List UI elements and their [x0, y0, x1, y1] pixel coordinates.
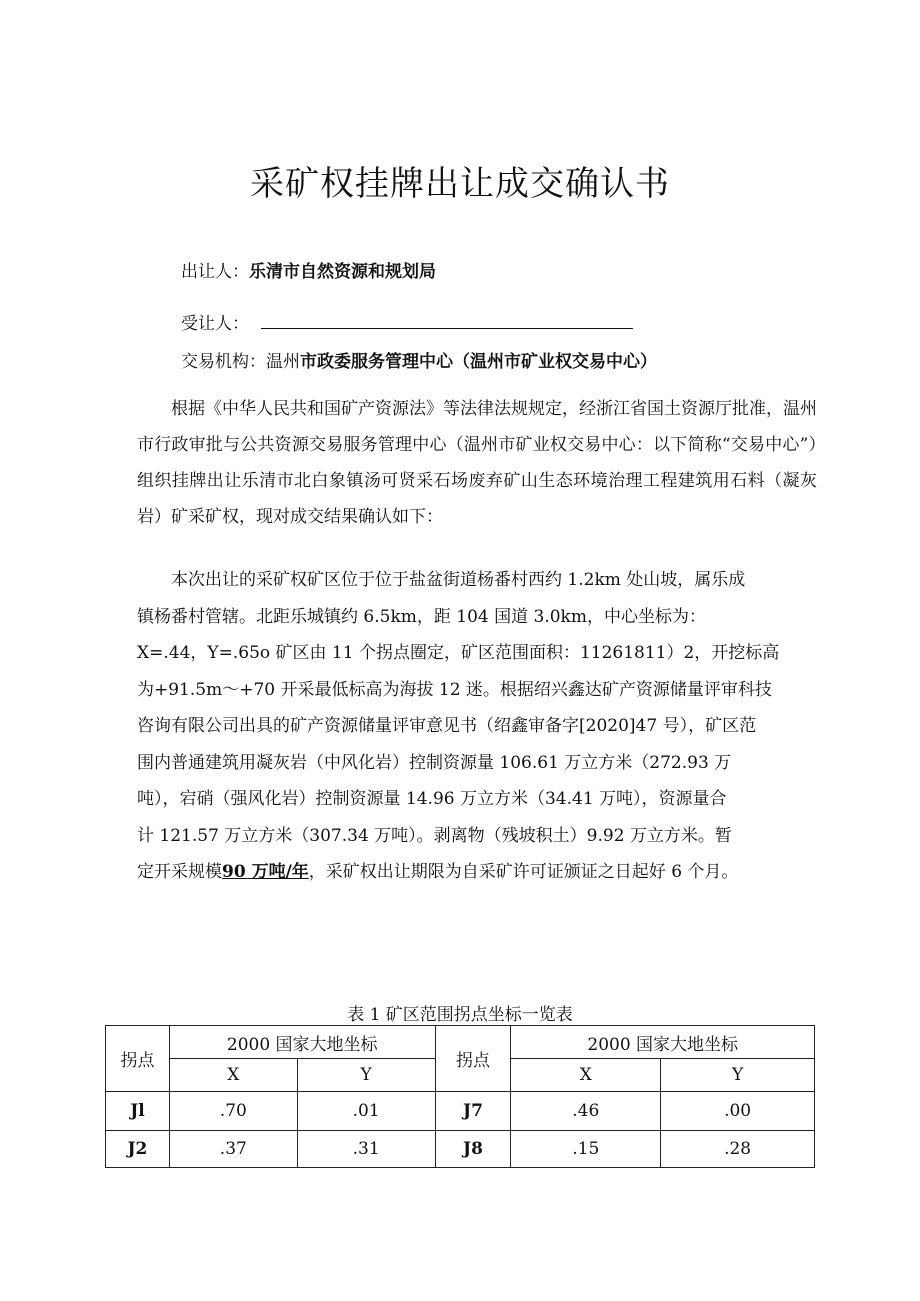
detail-line: 吨），宕硝（强风化岩）控制资源量 14.96 万立方米（34.41 万吨），资源量合: [137, 789, 727, 809]
header-y: Y: [297, 1059, 435, 1092]
header-point: 拐点: [106, 1026, 170, 1092]
table-caption: 表 1 矿区范围拐点坐标一览表: [347, 1005, 573, 1025]
coord-y: .01: [297, 1092, 435, 1131]
coord-y: .00: [661, 1092, 815, 1131]
last-prefix: 定开采规模: [137, 862, 222, 882]
detail-line: 咨询有限公司出具的矿产资源储量评审意见书（绍鑫审备字[2020]47 号），矿区范: [137, 716, 757, 736]
transferor-line: [181, 257, 436, 282]
coord-y: .28: [661, 1131, 815, 1168]
header-x: X: [511, 1059, 661, 1092]
paragraph-details: [137, 562, 817, 891]
detail-line: 为+91.5m～+70 开采最低标高为海拔 12 迷。根据绍兴鑫达矿产资源储量评审科技: [137, 679, 772, 700]
point-id: J2: [106, 1131, 170, 1168]
detail-line: 镇杨番村管辖。北距乐城镇约 6.5km，距 104 国道 3.0km，中心坐标为：: [137, 606, 706, 627]
header-system: 2000 国家大地坐标: [511, 1026, 815, 1059]
detail-line: 围内普通建筑用凝灰岩（中风化岩）控制资源量 106.61 万立方米（272.93 万: [137, 752, 732, 773]
document-title: 采矿权挂牌出让成交确认书: [250, 164, 670, 204]
transferee-label: 受让人：: [181, 314, 249, 334]
point-id: Jl: [106, 1092, 170, 1131]
coord-x: .15: [511, 1131, 661, 1168]
point-id: J8: [435, 1131, 511, 1168]
agency-label: 交易机构：温州: [181, 352, 300, 372]
table-row: [106, 1131, 815, 1168]
mining-scale: 90 万吨/年: [222, 862, 309, 882]
transferee-blank: [261, 314, 633, 329]
transferor-value: 乐清市自然资源和规划局: [249, 262, 436, 282]
coord-y: .31: [297, 1131, 435, 1168]
detail-line-last: [137, 854, 817, 891]
table-row: [106, 1092, 815, 1131]
transferee-line: [181, 309, 633, 334]
coordinate-table: [105, 1025, 815, 1168]
coord-x: .46: [511, 1092, 661, 1131]
table-header-row: [106, 1026, 815, 1059]
detail-line: X=.44，Y=.65o 矿区由 11 个拐点圈定，矿区范围面积：11261811）2，开挖标高: [137, 643, 780, 663]
last-suffix: ，采矿权出让期限为自采矿许可证颁证之日起好 6 个月。: [308, 862, 739, 882]
header-y: Y: [661, 1059, 815, 1092]
coord-x: .37: [169, 1131, 297, 1168]
agency-line: [181, 347, 657, 372]
coord-x: .70: [169, 1092, 297, 1131]
point-id: J7: [435, 1092, 511, 1131]
header-x: X: [169, 1059, 297, 1092]
paragraph-basis: 根据《中华人民共和国矿产资源法》等法律法规规定，经浙江省国土资源厅批准，温州市行政审批与公共资源交易服务管理中心（温州市矿业权交易中心：以下简称“交易中心”）组织挂牌出让乐清市北白象镇汤可贤采石场废弃矿山生态环境治理工程建筑用石料（凝灰岩）矿采矿权，现对成交结果确认如下：: [137, 399, 817, 527]
header-system: 2000 国家大地坐标: [169, 1026, 435, 1059]
header-point: 拐点: [435, 1026, 511, 1092]
transferor-label: 出让人：: [181, 262, 249, 282]
agency-value: 市政委服务管理中心（温州市矿业权交易中心）: [300, 352, 657, 372]
detail-line: 本次出让的采矿权矿区位于位于盐盆街道杨番村西约 1.2km 处山坡，属乐成: [171, 570, 746, 590]
detail-line: 计 121.57 万立方米（307.34 万吨）。剥离物（残坡积土）9.92 万立方米。暂: [137, 825, 732, 846]
